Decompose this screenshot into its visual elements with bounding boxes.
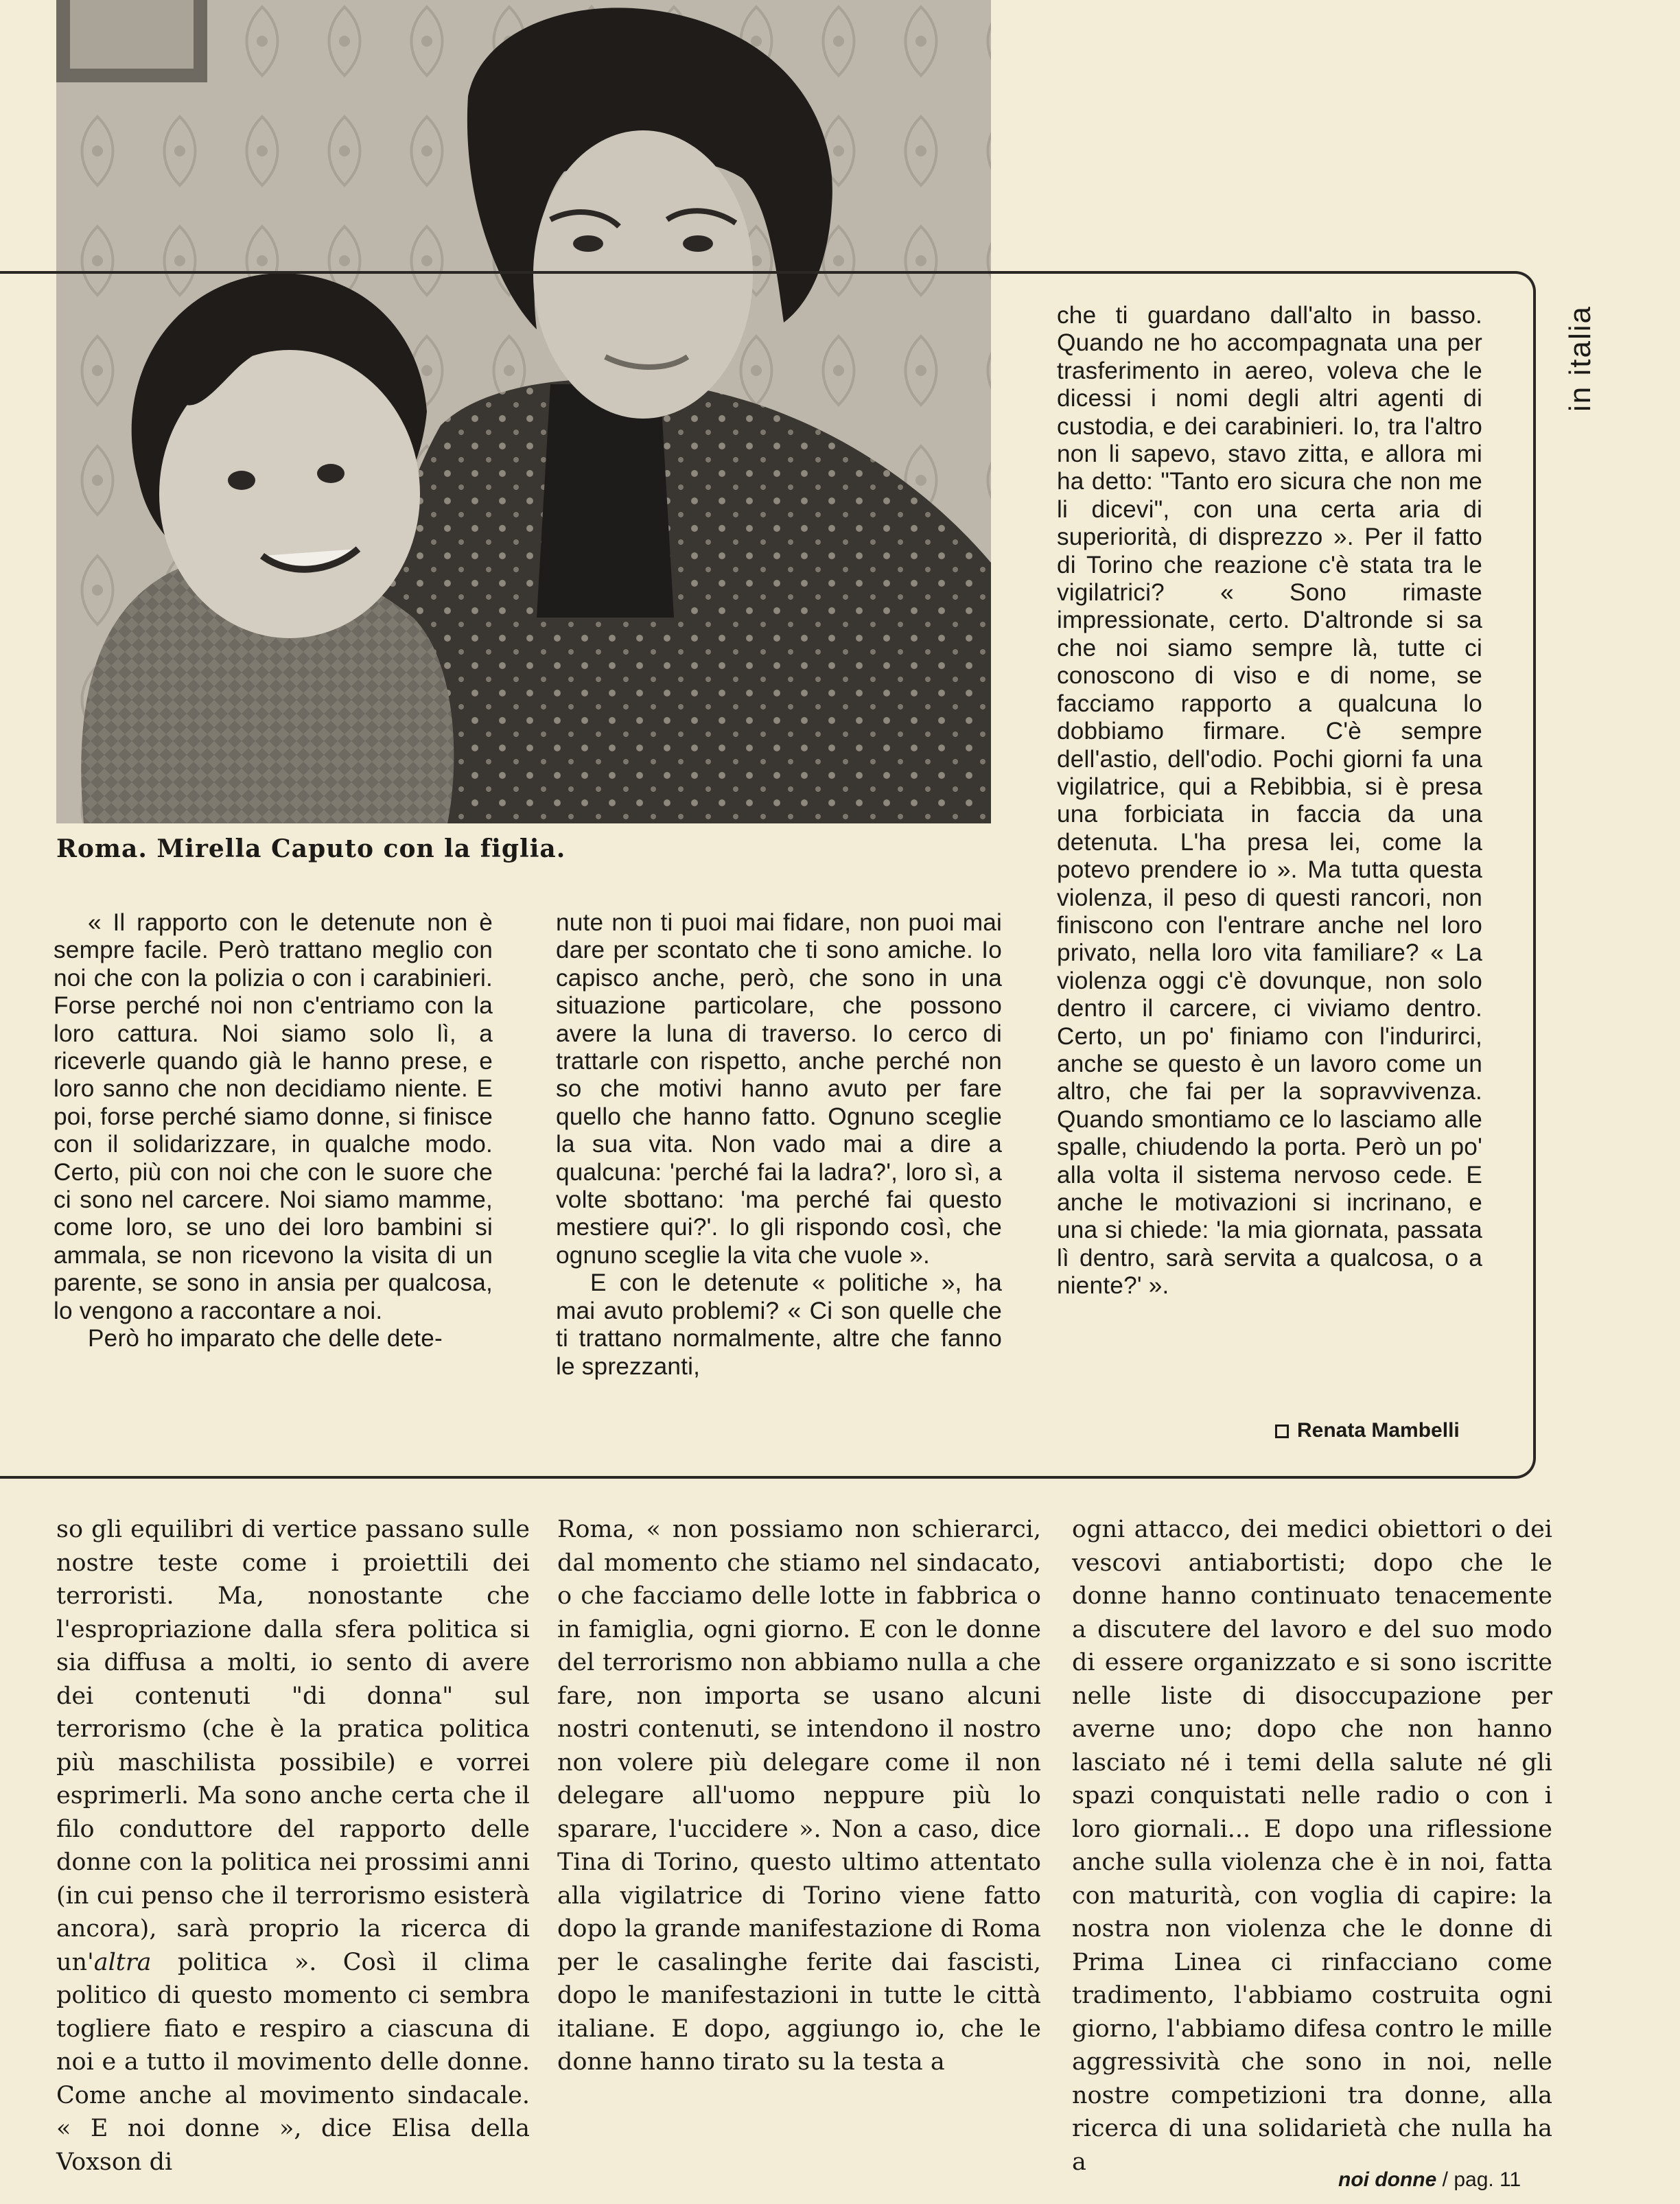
article-column-2 — [557, 1513, 1041, 2079]
article-column-3 — [1072, 1513, 1552, 2179]
interview-paragraph: Però ho imparato che delle dete- — [88, 1325, 443, 1352]
interview-paragraph: nute non ti puoi mai fidare, non puoi mai dare per scontato che ti sono amiche. Io capisco anche, però, che sono in una situazione particolare, che possono avere la luna di traverso. Io cerco di trattarle con rispetto, anche perché non so che motivi hanno avuto per fare quello che hanno fatto. Ognuno sceglie la sua vita. Non vado mai a dire a qualcuna: 'perché fai la ladra?', loro sì, a volte sbottano: 'ma perché fai questo mestiere qui?'. Io gli rispondo così, che ognuno sceglie la vita che vuole ». — [556, 909, 1002, 1269]
interview-paragraph: E con le detenute « politiche », ha mai avuto problemi? « Ci son quelle che ti trattano normalmente, altre che fanno le sprezzanti, — [556, 1269, 1002, 1380]
magazine-name: noi donne — [1338, 2168, 1437, 2191]
section-label-text: in italia — [1563, 305, 1597, 412]
page-number: / pag. 11 — [1442, 2168, 1521, 2191]
author-signature — [1275, 1419, 1460, 1442]
interview-paragraph: « Il rapporto con le detenute non è sempre facile. Però trattano meglio con noi che con la polizia o con i carabinieri. Forse perché noi non c'entriamo con la loro cattura. Noi siamo solo lì, a riceverle quando già le hanno prese, e loro sanno che non decidiamo niente. E poi, forse perché siamo donne, si finisce con il solidarizzare, in qualche modo. Certo, più con noi che con le suore che ci sono nel carcere. Noi siamo mamme, come loro, se uno dei loro bambini si ammala, se non ricevono la visita di un parente, se sono in ansia per qualcosa, lo vengono a raccontare a noi. — [54, 909, 493, 1324]
square-bullet-icon — [1275, 1425, 1289, 1438]
section-label — [1563, 274, 1618, 412]
author-name: Renata Mambelli — [1297, 1419, 1460, 1442]
article-text: ogni attacco, dei medici obiettori o dei vescovi antiabortisti; dopo che le donne hanno continuato tenacemente a discutere del lavoro e del suo modo di essere organizzato e si sono iscritte nelle liste di disoccupazione per averne uno; dopo che non hanno lasciato né i temi della salute né gli spazi conquistati nelle radio o con i loro giornali... E dopo una riflessione anche sulla violenza che è in noi, fatta con maturità, con voglia di capire: la nostra non violenza che le donne di Prima Linea ci rinfacciano come tradimento, l'abbiamo costruita ogni giorno, l'abbiamo difesa contro le mille aggressività che sono in noi, nelle nostre competizioni tra donne, alla ricerca di una solidarietà che nulla ha a — [1072, 1516, 1552, 2176]
page-footer — [1338, 2168, 1521, 2192]
article-text: politica ». Così il clima politico di questo momento ci sembra togliere fiato e respiro a ciascuna di noi e a tutto il movimento delle donne. Come anche al movimento sindacale. « E noi donne », dice Elisa della Voxson di — [56, 1948, 530, 2176]
photo-caption: Roma. Mirella Caputo con la figlia. — [56, 834, 566, 863]
interview-paragraph: che ti guardano dall'alto in basso. Quando ne ho accompagnata una per trasferimento in aereo, voleva che le dicessi i nomi degli altri agenti di custodia, e dei carabinieri. Io, tra l'altro non li sapevo, stavo zitta, e allora mi ha detto: "Tanto ero sicura che non me li dicevi", con una certa aria di superiorità, di disprezzo ». Per il fatto di Torino che reazione c'è stata tra le vigilatrici? « Sono rimaste impressionate, certo. D'altronde si sa che noi siamo sempre là, tutte ci conoscono di viso e di nome, se facciamo rapporto a qualcuna lo dobbiamo firmare. C'è sempre dell'astio, dell'odio. Pochi giorni fa una vigilatrice, qui a Rebibbia, si è presa una forbiciata in faccia da una detenuta. L'ha presa lei, come la potevo prendere io ». Ma tutta questa violenza, il peso di questi rancori, non finiscono con l'entrare anche nel loro privato, nella loro vita familiare? « La violenza oggi c'è dovunque, non solo dentro il carcere, ci viviamo dentro. Certo, un po' finiamo con l'indurirci, anche se questo è un lavoro come un altro, che fai per la sopravvivenza. Quando smontiamo ce lo lasciamo alle spalle, chiudendo la porta. Però un po' alla volta il sistema nervoso cede. E anche le motivazioni si incrinano, e una si chiede: 'la mia giornata, passata lì dentro, sarà servita a qualcosa, o a niente?' ». — [1057, 302, 1482, 1300]
interview-column-1 — [54, 909, 493, 1353]
interview-column-3 — [1057, 302, 1482, 1300]
article-column-1 — [56, 1513, 530, 2179]
interview-column-2 — [556, 909, 1002, 1381]
article-text: so gli equilibri di vertice passano sulle nostre teste come i proiettili dei terroristi. Ma, nonostante che l'espropriazione dalla sfera politica si sia diffusa a molti, io sento di avere dei contenuti "di donna" sul terrorismo (che è la pratica politica più maschilista possibile) e vorrei esprimerli. Ma sono anche certa che il filo conduttore del rapporto delle donne con la politica nei prossimi anni (in cui penso che il terrorismo esisterà ancora), sarà proprio la ricerca di un' — [56, 1516, 530, 1976]
article-text: Roma, « non possiamo non schierarci, dal momento che stiamo nel sindacato, o che facciamo delle lotte in fabbrica o in famiglia, ogni giorno. E con le donne del terrorismo non abbiamo nulla a che fare, non importa se usano alcuni nostri contenuti, se intendono il nostro non volere più delegare come il non delegare all'uomo neppure più lo sparare, l'uccidere ». Non a caso, dice Tina di Torino, questo ultimo attentato alla vigilatrice di Torino viene fatto dopo la grande manifestazione di Roma per le casalinghe ferite dai fascisti, dopo le manifestazioni in tutte le città italiane. E dopo, aggiungo io, che le donne hanno tirato su la testa a — [557, 1516, 1041, 2076]
article-emphasis: altra — [93, 1948, 152, 1976]
